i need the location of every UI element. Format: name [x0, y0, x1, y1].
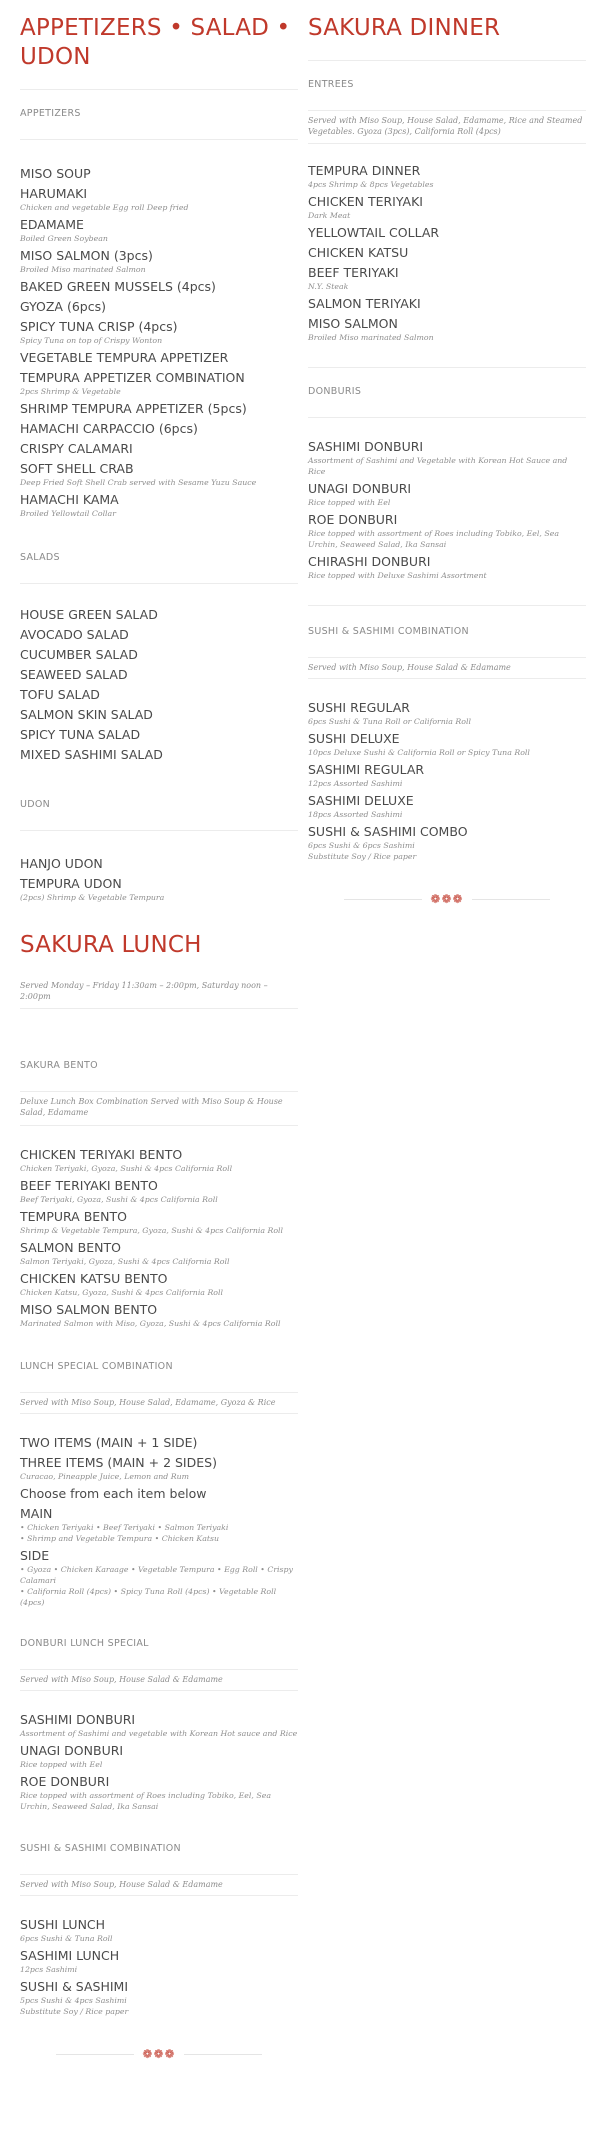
item-description: Marinated Salmon with Miso, Gyoza, Sushi & 4pcs California Roll: [20, 1319, 281, 1328]
menu-item: [20, 1301, 298, 1329]
item-name: MISO SALMON: [308, 316, 398, 331]
item-description: Spicy Tuna on top of Crispy Wonton: [20, 336, 163, 345]
item-name: SHRIMP TEMPURA APPETIZER (5pcs): [20, 401, 247, 416]
item-name: MISO SOUP: [20, 166, 91, 181]
item-name: SUSHI DELUXE: [308, 731, 400, 746]
appetizers-block-title: [20, 14, 298, 72]
menu-item: [20, 726, 298, 743]
side-options: • California Roll (4pcs) • Spicy Tuna Roll (4pcs) • Vegetable Roll (4pcs): [20, 1587, 277, 1607]
item-name: UNAGI DONBURI: [308, 481, 412, 496]
menu-item: [20, 666, 298, 683]
menu-item: [20, 1505, 298, 1544]
entrees-section-title: ENTREES: [308, 79, 354, 90]
menu-item: [20, 247, 298, 275]
left-column: [20, 0, 298, 2061]
dinner-combo-description: Served with Miso Soup, House Salad & Edamame: [308, 663, 511, 672]
item-name: SUSHI & SASHIMI COMBO: [308, 824, 468, 839]
right-column: [308, 0, 586, 906]
item-description: 6pcs Sushi & Tuna Roll or California Roll: [308, 717, 471, 726]
menu-item: [20, 855, 298, 872]
divider: [20, 1125, 298, 1126]
menu-item: [20, 420, 298, 437]
item-name: SPICY TUNA CRISP (4pcs): [20, 319, 178, 334]
donburi-lunch-list: [20, 1711, 298, 1812]
ornament-line: [472, 899, 550, 900]
item-description: Rice topped with Deluxe Sashimi Assortment: [308, 571, 487, 580]
item-name: TEMPURA APPETIZER COMBINATION: [20, 370, 245, 385]
item-name: SASHIMI DONBURI: [20, 1712, 136, 1727]
item-name: YELLOWTAIL COLLAR: [308, 225, 440, 240]
bento-section-title: SAKURA BENTO: [20, 1060, 98, 1071]
item-name: CRISPY CALAMARI: [20, 441, 133, 456]
menu-item: [20, 1485, 298, 1502]
item-description: 12pcs Assorted Sashimi: [308, 779, 403, 788]
menu-item: [20, 460, 298, 488]
item-name: TWO ITEMS (MAIN + 1 SIDE): [20, 1435, 198, 1450]
item-name: GYOZA (6pcs): [20, 299, 106, 314]
menu-item: [308, 224, 586, 241]
item-name: SUSHI REGULAR: [308, 700, 410, 715]
item-name: CHICKEN TERIYAKI BENTO: [20, 1147, 183, 1162]
menu-item: [308, 761, 586, 789]
menu-item: [20, 1547, 298, 1608]
divider: [308, 60, 586, 61]
item-name: SALMON TERIYAKI: [308, 296, 421, 311]
item-name: CHIRASHI DONBURI: [308, 554, 431, 569]
menu-item: [308, 699, 586, 727]
ornament-line: [184, 2054, 262, 2055]
side-options: • Gyoza • Chicken Karaage • Vegetable Tempura • Egg Roll • Crispy: [20, 1565, 293, 1574]
sakura-flower-icon: ❁❁❁: [430, 892, 464, 906]
menu-item: [308, 244, 586, 261]
donburi-lunch-description: Served with Miso Soup, House Salad & Edamame: [20, 1675, 223, 1684]
menu-item: [308, 295, 586, 312]
item-name: HARUMAKI: [20, 186, 88, 201]
divider: [20, 139, 298, 140]
lunch-special-section-title: LUNCH SPECIAL COMBINATION: [20, 1361, 173, 1372]
item-name: EDAMAME: [20, 217, 84, 232]
lunch-hours: Served Monday – Friday 11:30am – 2:00pm, Saturday noon – 2:00pm: [20, 981, 268, 1001]
menu-item: [308, 792, 586, 820]
donburis-list: [308, 438, 586, 581]
item-description: 6pcs Sushi & 6pcs Sashimi: [308, 841, 415, 850]
item-description: Shrimp & Vegetable Tempura, Gyoza, Sushi & 4pcs California Roll: [20, 1226, 284, 1235]
menu-item: [20, 1177, 298, 1205]
main-options: • Chicken Teriyaki • Beef Teriyaki • Salmon Teriyaki: [20, 1523, 229, 1532]
item-description: 18pcs Assorted Sashimi: [308, 810, 403, 819]
item-name: CHICKEN KATSU: [308, 245, 409, 260]
menu-item: [20, 1711, 298, 1739]
item-description: Curacao, Pineapple Juice, Lemon and Rum: [20, 1472, 190, 1481]
item-name: SALMON SKIN SALAD: [20, 707, 153, 722]
menu-item: [308, 438, 586, 477]
menu-item: [308, 264, 586, 292]
divider: [308, 110, 586, 111]
item-description: Rice topped with Eel: [20, 1760, 103, 1769]
lunch-block-title: SAKURA LUNCH: [20, 932, 202, 958]
item-description: Salmon Teriyaki, Gyoza, Sushi & 4pcs California Roll: [20, 1257, 230, 1266]
divider: [20, 1392, 298, 1393]
item-name: SASHIMI LUNCH: [20, 1948, 120, 1963]
item-description: 12pcs Sashimi: [20, 1965, 78, 1974]
item-name: SUSHI LUNCH: [20, 1917, 106, 1932]
item-description: Rice topped with Eel: [308, 498, 391, 507]
item-name: BAKED GREEN MUSSELS (4pcs): [20, 279, 216, 294]
donburi-lunch-section-title: DONBURI LUNCH SPECIAL: [20, 1638, 149, 1649]
menu-item: [20, 1434, 298, 1451]
item-description: 6pcs Sushi & Tuna Roll: [20, 1934, 113, 1943]
menu-item: [308, 193, 586, 221]
item-description: Broiled Yellowtail Collar: [20, 509, 116, 518]
divider: [308, 367, 586, 368]
menu-item: [20, 400, 298, 417]
salads-section-title: SALADS: [20, 552, 60, 563]
entrees-description: Served with Miso Soup, House Salad, Edamame, Rice and Steamed Vegetables. Gyoza (3pcs), California Roll (4pcs): [308, 116, 583, 136]
lunch-special-list: [20, 1434, 298, 1608]
menu-item: [20, 706, 298, 723]
menu-item: [20, 746, 298, 763]
menu-item: [20, 875, 298, 903]
item-name: TEMPURA BENTO: [20, 1209, 128, 1224]
menu-item: [308, 511, 586, 550]
item-name: MIXED SASHIMI SALAD: [20, 747, 163, 762]
menu-item: [20, 1270, 298, 1298]
item-name: CUCUMBER SALAD: [20, 647, 138, 662]
item-description: 4pcs Shrimp & 8pcs Vegetables: [308, 180, 434, 189]
item-description: Deep Fried Soft Shell Crab served with Sesame Yuzu Sauce: [20, 478, 257, 487]
menu-item: [20, 626, 298, 643]
side-options: Calamari: [20, 1576, 57, 1585]
item-name: SOFT SHELL CRAB: [20, 461, 134, 476]
item-name: CHICKEN KATSU BENTO: [20, 1271, 168, 1286]
divider: [20, 1669, 298, 1670]
item-name: MISO SALMON BENTO: [20, 1302, 158, 1317]
ornament-line: [56, 2054, 134, 2055]
item-name: TEMPURA UDON: [20, 876, 122, 891]
item-description: 5pcs Sushi & 4pcs Sashimi: [20, 1996, 127, 2005]
divider: [20, 89, 298, 90]
item-description: Chicken Teriyaki, Gyoza, Sushi & 4pcs California Roll: [20, 1164, 233, 1173]
appetizers-block-title-line2: UDON: [20, 44, 91, 70]
item-name: SASHIMI DELUXE: [308, 793, 414, 808]
dinner-combo-list: [308, 699, 586, 862]
item-name: SASHIMI DONBURI: [308, 439, 424, 454]
item-name: MISO SALMON (3pcs): [20, 248, 153, 263]
item-name: UNAGI DONBURI: [20, 1743, 124, 1758]
divider-ornament: [20, 2047, 298, 2061]
menu-item: [20, 1146, 298, 1174]
menu-item: [20, 1208, 298, 1236]
item-name: Choose from each item below: [20, 1486, 207, 1501]
menu-item: [308, 553, 586, 581]
entrees-list: [308, 162, 586, 343]
item-description: Boiled Green Soybean: [20, 234, 108, 243]
menu-item: [20, 440, 298, 457]
divider-ornament: [308, 892, 586, 906]
ornament-line: [344, 899, 422, 900]
menu-item: [20, 298, 298, 315]
appetizers-section-title: APPETIZERS: [20, 108, 81, 119]
item-name: BEEF TERIYAKI: [308, 265, 399, 280]
divider: [20, 1874, 298, 1875]
lunch-combo-description: Served with Miso Soup, House Salad & Edamame: [20, 1880, 223, 1889]
item-description: Rice topped with assortment of Roes including Tobiko, Eel, Sea Urchin, Seaweed Salad, Ika Sansai: [308, 529, 559, 549]
menu-item: [308, 315, 586, 343]
menu-item: [20, 216, 298, 244]
lunch-combo-section-title: SUSHI & SASHIMI COMBINATION: [20, 1843, 181, 1854]
item-name: SALMON BENTO: [20, 1240, 121, 1255]
divider: [20, 1690, 298, 1691]
main-options: • Shrimp and Vegetable Tempura • Chicken Katsu: [20, 1534, 220, 1543]
item-description: Broiled Miso marinated Salmon: [20, 265, 146, 274]
item-name: HOUSE GREEN SALAD: [20, 607, 158, 622]
appetizers-list: [20, 165, 298, 519]
item-name: HANJO UDON: [20, 856, 103, 871]
item-name: HAMACHI CARPACCIO (6pcs): [20, 421, 198, 436]
main-label: MAIN: [20, 1506, 53, 1521]
menu-item: [20, 318, 298, 346]
item-name: BEEF TERIYAKI BENTO: [20, 1178, 158, 1193]
menu-item: [20, 1454, 298, 1482]
divider: [20, 1091, 298, 1092]
item-description: Assortment of Sashimi and Vegetable with Korean Hot Sauce and Rice: [308, 456, 568, 476]
divider: [20, 1008, 298, 1009]
item-name: ROE DONBURI: [20, 1774, 110, 1789]
item-name: THREE ITEMS (MAIN + 2 SIDES): [20, 1455, 217, 1470]
divider: [308, 678, 586, 679]
item-description: Dark Meat: [308, 211, 351, 220]
menu-item: [20, 1947, 298, 1975]
menu-item: [20, 1742, 298, 1770]
item-description: Beef Teriyaki, Gyoza, Sushi & 4pcs California Roll: [20, 1195, 218, 1204]
dinner-block-title: SAKURA DINNER: [308, 15, 501, 41]
item-description: (2pcs) Shrimp & Vegetable Tempura: [20, 893, 165, 902]
udon-section-title: UDON: [20, 799, 51, 810]
menu-item: [20, 349, 298, 366]
bento-list: [20, 1146, 298, 1329]
item-description: Broiled Miso marinated Salmon: [308, 333, 434, 342]
item-description: Chicken and vegetable Egg roll Deep fried: [20, 203, 189, 212]
menu-item: [20, 686, 298, 703]
item-description: Assortment of Sashimi and vegetable with Korean Hot sauce and Rice: [20, 1729, 298, 1738]
divider: [20, 583, 298, 584]
menu-item: [308, 823, 586, 862]
item-description: 2pcs Shrimp & Vegetable: [20, 387, 121, 396]
item-name: AVOCADO SALAD: [20, 627, 129, 642]
menu-item: [20, 1773, 298, 1812]
divider: [20, 830, 298, 831]
appetizers-block-title-line1: APPETIZERS • SALAD •: [20, 15, 291, 41]
item-name: SPICY TUNA SALAD: [20, 727, 141, 742]
item-description: N.Y. Steak: [308, 282, 349, 291]
item-description: Substitute Soy / Rice paper: [308, 852, 417, 861]
menu-item: [20, 1239, 298, 1267]
menu-item: [20, 165, 298, 182]
menu-item: [308, 162, 586, 190]
dinner-combo-section-title: SUSHI & SASHIMI COMBINATION: [308, 626, 469, 637]
item-description: Rice topped with assortment of Roes including Tobiko, Eel, Sea Urchin, Seaweed Salad, Ika Sansai: [20, 1791, 271, 1811]
lunch-special-description: Served with Miso Soup, House Salad, Edamame, Gyoza & Rice: [20, 1398, 276, 1407]
item-name: ROE DONBURI: [308, 512, 398, 527]
menu-item: [20, 369, 298, 397]
menu-item: [20, 185, 298, 213]
menu-item: [308, 480, 586, 508]
sakura-flower-icon: ❁❁❁: [142, 2047, 176, 2061]
donburis-section-title: DONBURIS: [308, 386, 362, 397]
item-description: Substitute Soy / Rice paper: [20, 2007, 129, 2016]
lunch-combo-list: [20, 1916, 298, 2017]
menu-item: [20, 606, 298, 623]
item-name: VEGETABLE TEMPURA APPETIZER: [20, 350, 229, 365]
divider: [20, 1895, 298, 1896]
item-name: SASHIMI REGULAR: [308, 762, 425, 777]
divider: [308, 605, 586, 606]
item-name: SUSHI & SASHIMI: [20, 1979, 129, 1994]
item-name: TOFU SALAD: [20, 687, 100, 702]
item-name: HAMACHI KAMA: [20, 492, 119, 507]
menu-item: [20, 1916, 298, 1944]
divider: [308, 417, 586, 418]
udon-list: [20, 855, 298, 903]
divider: [308, 657, 586, 658]
menu-item: [20, 1978, 298, 2017]
item-name: SEAWEED SALAD: [20, 667, 128, 682]
divider: [308, 143, 586, 144]
divider: [20, 1413, 298, 1414]
salads-list: [20, 606, 298, 763]
menu-item: [20, 278, 298, 295]
menu-item: [20, 646, 298, 663]
item-name: CHICKEN TERIYAKI: [308, 194, 423, 209]
bento-section-description: Deluxe Lunch Box Combination Served with Miso Soup & House Salad, Edamame: [20, 1097, 283, 1117]
side-label: SIDE: [20, 1548, 50, 1563]
item-description: 10pcs Deluxe Sushi & California Roll or Spicy Tuna Roll: [308, 748, 530, 757]
item-description: Chicken Katsu, Gyoza, Sushi & 4pcs California Roll: [20, 1288, 223, 1297]
item-name: TEMPURA DINNER: [308, 163, 421, 178]
menu-item: [308, 730, 586, 758]
menu-item: [20, 491, 298, 519]
